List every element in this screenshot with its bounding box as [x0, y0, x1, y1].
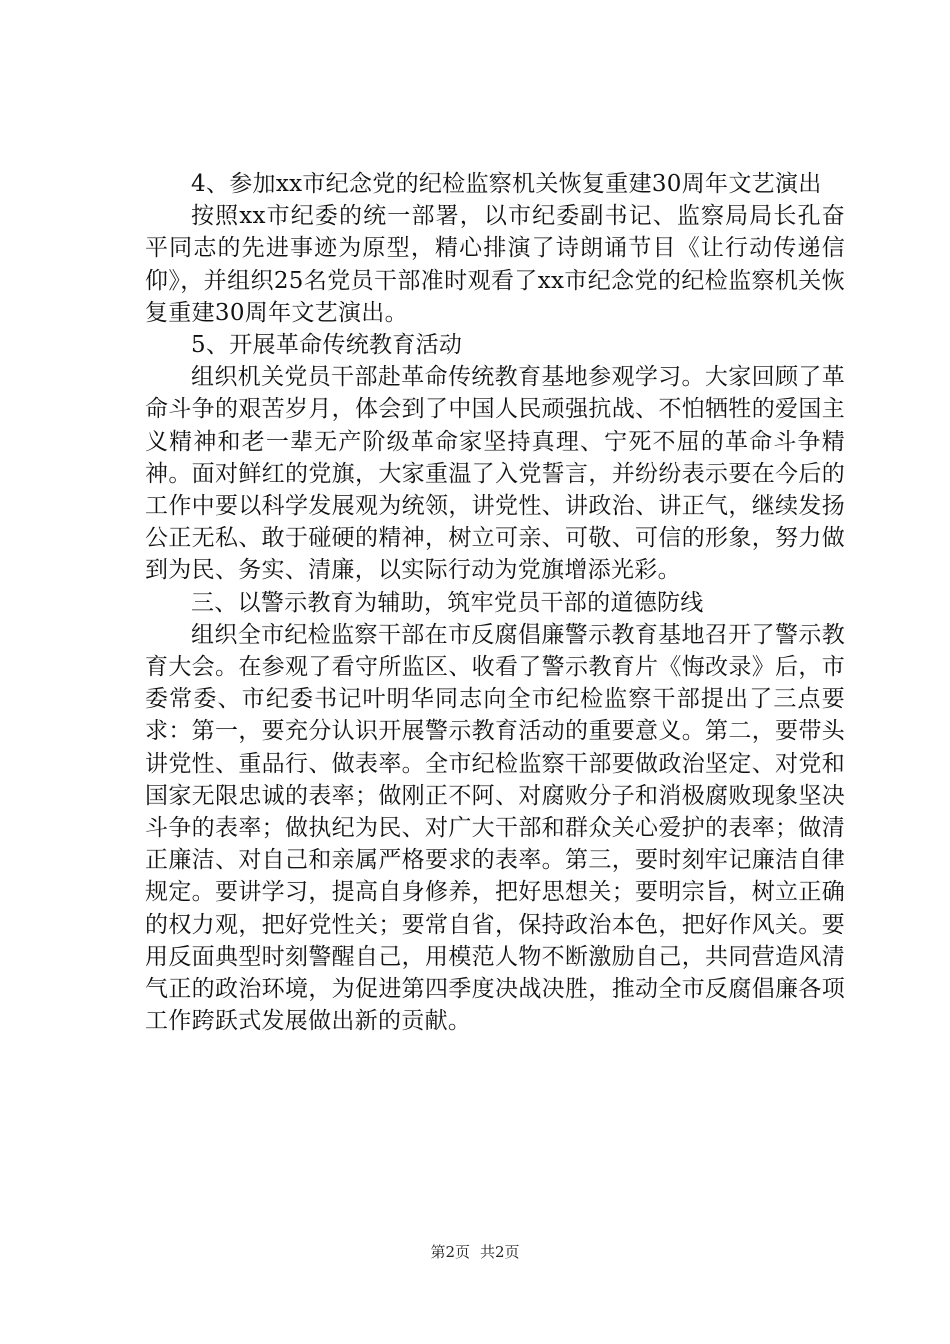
section-heading-4: 4、参加xx市纪念党的纪检监察机关恢复重建30周年文艺演出 — [191, 171, 822, 197]
paragraph-revolutionary-education: 组织机关党员干部赴革命传统教育基地参观学习。大家回顾了革命斗争的艰苦岁月，体会到了中国人民顽强抗战、不怕牺牲的爱国主义精神和老一辈无产阶级革命家坚持真理、宁死不屈的革命斗争精神。面对鲜红的党旗，大家重温了入党誓言，并纷纷表示要在今后的工作中要以科学发展观为统领，讲党性、讲政治、讲正气，继续发扬公正无私、敢于碰硬的精神，树立可亲、可敬、可信的形象，努力做到为民、务实、清廉，以实际行动为党旗增添光彩。 — [145, 364, 845, 584]
document-body — [145, 168, 845, 1037]
page-number: 第2页 — [430, 1243, 470, 1261]
paragraph-warning-education: 组织全市纪检监察干部在市反腐倡廉警示教育基地召开了警示教育大会。在参观了看守所监区、收看了警示教育片《悔改录》后，市委常委、市纪委书记叶明华同志向全市纪检监察干部提出了三点要求：第一，要充分认识开展警示教育活动的重要意义。第二，要带头讲党性、重品行、做表率。全市纪检监察干部要做政治坚定、对党和国家无限忠诚的表率；做刚正不阿、对腐败分子和消极腐败现象坚决斗争的表率；做执纪为民、对广大干部和群众关心爱护的表率；做清正廉洁、对自己和亲属严格要求的表率。第三，要时刻牢记廉洁自律规定。要讲学习，提高自身修养，把好思想关；要明宗旨，树立正确的权力观，把好党性关；要常自省，保持政治本色，把好作风关。要用反面典型时刻警醒自己，用模范人物不断激励自己，共同营造风清气正的政治环境，为促进第四季度决战决胜，推动全市反腐倡廉各项工作跨跃式发展做出新的贡献。 — [145, 621, 845, 1035]
page-total: 共2页 — [480, 1243, 520, 1261]
section-heading-3: 三、以警示教育为辅助，筑牢党员干部的道德防线 — [191, 589, 704, 616]
page-footer — [0, 1242, 950, 1262]
section-heading-5: 5、开展革命传统教育活动 — [191, 332, 463, 359]
paragraph-performance: 按照xx市纪委的统一部署，以市纪委副书记、监察局局长孔奋平同志的先进事迹为原型，精心排演了诗朗诵节目《让行动传递信仰》，并组织25名党员干部准时观看了xx市纪念党的纪检监察机关恢复重建30周年文艺演出。 — [145, 203, 845, 326]
